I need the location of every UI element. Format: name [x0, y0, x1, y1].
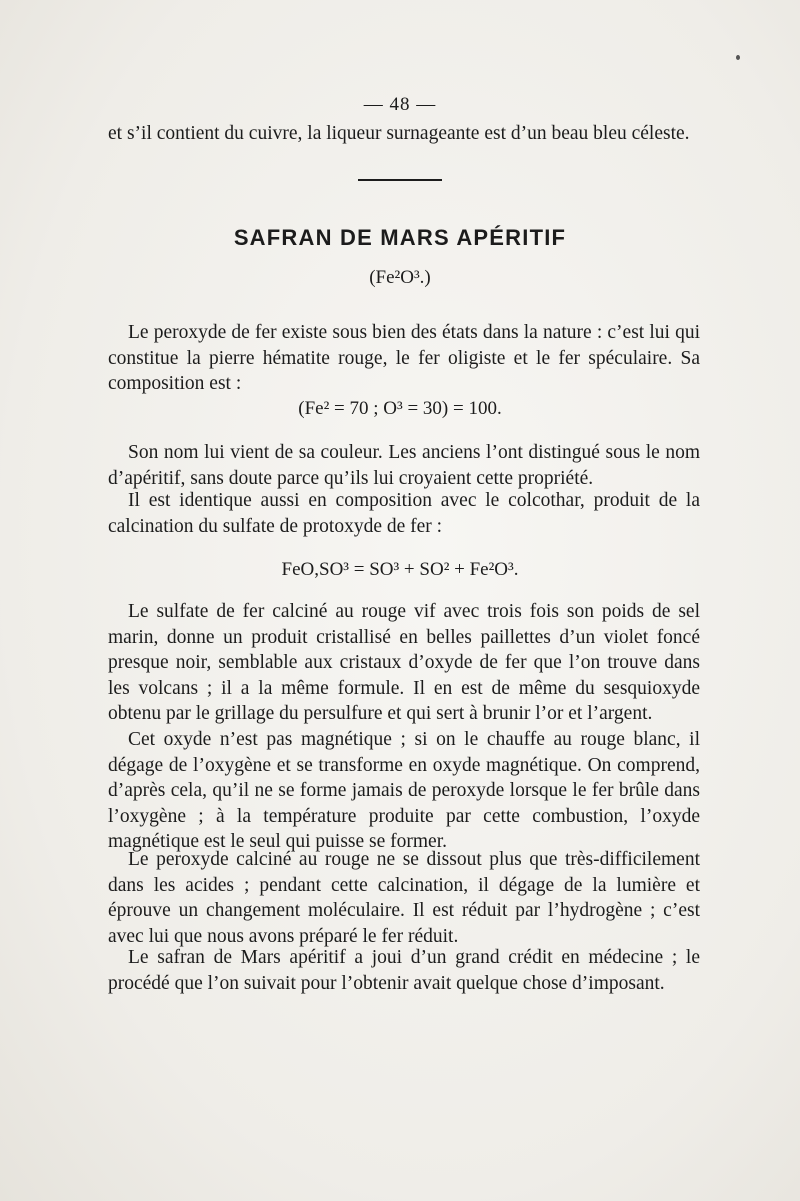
paragraph-3-block	[108, 488, 700, 539]
paragraph-1-block	[108, 320, 700, 397]
opening-line: et s’il contient du cuivre, la liqueur surnageante est d’un beau bleu céleste.	[108, 123, 690, 144]
reaction-equation: FeO,SO³ = SO³ + SO² + Fe²O³.	[281, 559, 519, 580]
paragraph-4-block	[108, 599, 700, 727]
page-number: — 48 —	[363, 94, 437, 115]
section-divider	[358, 179, 442, 181]
section-title: SAFRAN DE MARS APÉRITIF	[233, 225, 567, 250]
paragraph-6: Le peroxyde calciné au rouge ne se dissout plus que très-difficilement dans les acides ; pendant cette calcination, il dégage de la lumière et éprouve un changement moléculaire. Il est réduit par l’hydrogène ; c’est avec lui que nous avons préparé le fer réduit.	[108, 849, 700, 947]
paragraph-7-block	[108, 945, 700, 996]
paragraph-4: Le sulfate de fer calciné au rouge vif avec trois fois son poids de sel marin, donne un produit cristallisé en belles paillettes d’un violet foncé presque noir, semblable aux cristaux d’oxyde de fer que l’on trouve dans les volcans ; il a la même formule. Il en est de même du sesquioxyde obtenu par le grillage du persulfure et qui sert à brunir l’or et l’argent.	[108, 601, 700, 725]
paragraph-5: Cet oxyde n’est pas magnétique ; si on le chauffe au rouge blanc, il dégage de l’oxygène et se transforme en oxyde magnétique. On comprend, d’après cela, qu’il ne se forme jamais de peroxyde lorsque le fer brûle dans l’oxygène ; à la température produite par cette combustion, l’oxyde magnétique est le seul qui puisse se former.	[108, 729, 700, 853]
paragraph-2: Son nom lui vient de sa couleur. Les anciens l’ont distingué sous le nom d’apéritif, sans doute parce qu’ils lui croyaient cette propriété.	[108, 442, 700, 489]
opening-line-block	[108, 121, 700, 147]
ink-speck	[736, 55, 740, 60]
paragraph-7: Le safran de Mars apéritif a joui d’un grand crédit en médecine ; le procédé que l’on suivait pour l’obtenir avait quelque chose d’imposant.	[108, 947, 700, 994]
paragraph-6-block	[108, 847, 700, 949]
formula-heading: (Fe²O³.)	[369, 267, 431, 288]
paragraph-1: Le peroxyde de fer existe sous bien des états dans la nature : c’est lui qui constitue la pierre hématite rouge, le fer oligiste et le fer spéculaire. Sa composition est :	[108, 322, 700, 395]
paragraph-5-block	[108, 727, 700, 855]
composition-equation: (Fe² = 70 ; O³ = 30) = 100.	[298, 398, 502, 419]
paragraph-2-block	[108, 440, 700, 491]
paragraph-3: Il est identique aussi en composition avec le colcothar, produit de la calcination du sulfate de protoxyde de fer :	[108, 490, 700, 537]
